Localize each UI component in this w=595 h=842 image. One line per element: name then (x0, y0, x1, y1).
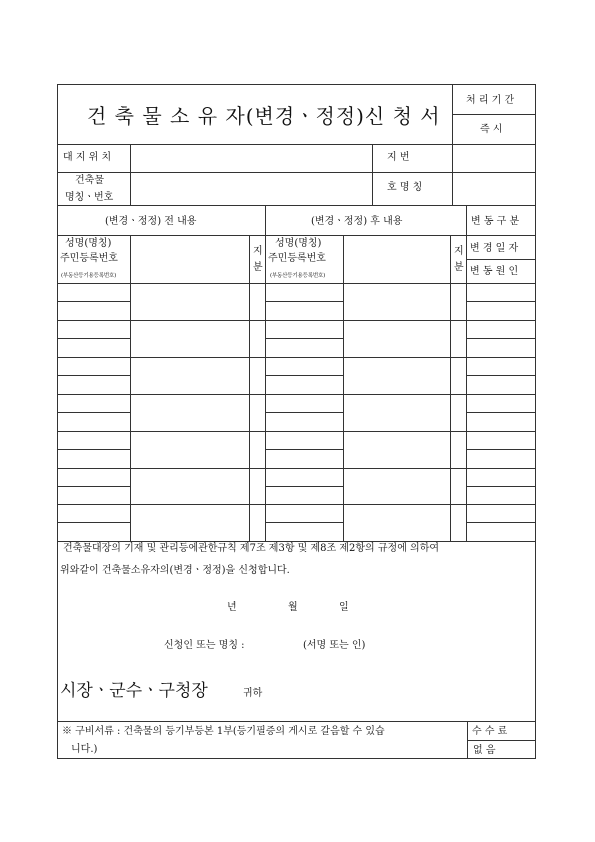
after-sub-rule (265, 486, 343, 487)
header-bottom-rule (57, 144, 536, 145)
location-mid-divider (372, 144, 373, 205)
building-label-line1: 건축물 (75, 175, 104, 186)
after-col-divider-2 (450, 235, 451, 541)
group-rule-6 (57, 504, 536, 505)
change-date-header: 변 경 일 자 (470, 243, 519, 254)
after-name-header: 성명(명칭) (275, 238, 322, 249)
before-resident-no-header: 주민등록번호 (60, 253, 118, 264)
date-day-label: 일 (339, 602, 349, 613)
signature-label: (서명 또는 인) (303, 640, 366, 651)
fee-split (467, 740, 536, 741)
after-share-header-2: 분 (454, 262, 464, 273)
change-sub-rule (466, 412, 536, 413)
change-sub-rule (466, 301, 536, 302)
column-header-rule (57, 283, 536, 284)
date-month-label: 월 (288, 602, 298, 613)
location-label-divider (130, 144, 131, 205)
processing-period-label: 처 리 기 간 (466, 95, 515, 106)
before-name-header: 성명(명칭) (65, 238, 112, 249)
fee-label: 수 수 료 (472, 726, 508, 737)
form-title: 건 축 물 소 유 자(변경ㆍ정정)신 청 서 (87, 104, 441, 128)
before-share-header-2: 분 (253, 262, 263, 273)
before-sub-rule (57, 412, 130, 413)
section-header-rule (57, 235, 536, 236)
before-sub-rule (57, 301, 130, 302)
application-form (57, 84, 536, 759)
footer-top-rule (57, 721, 536, 722)
before-sub-rule (57, 338, 130, 339)
change-reason-header: 변 동 원 인 (470, 266, 519, 277)
before-sub-rule (57, 449, 130, 450)
statement-line-2: 위와같이 건축물소유자의(변경ㆍ정정)을 신청합니다. (60, 565, 290, 576)
building-label-line2: 명칭ㆍ번호 (65, 192, 114, 203)
location-bottom-rule (57, 205, 536, 206)
date-year-label: 년 (227, 602, 237, 613)
processing-period-value: 즉 시 (480, 124, 503, 135)
before-sub-rule (57, 375, 130, 376)
border-right (535, 84, 536, 759)
group-rule-4 (57, 431, 536, 432)
after-col-divider-1 (343, 235, 344, 541)
before-sub-rule (57, 522, 130, 523)
change-type-split (466, 259, 536, 260)
change-sub-rule (466, 449, 536, 450)
before-section-header: (변경ㆍ정정) 전 내용 (105, 216, 197, 227)
after-sub-rule (265, 301, 343, 302)
border-left (57, 84, 58, 759)
addressee: 시장ㆍ군수ㆍ구청장 (60, 681, 208, 701)
group-rule-2 (57, 357, 536, 358)
after-sub-rule (265, 375, 343, 376)
fee-value: 없 음 (473, 745, 496, 756)
after-sub-rule (265, 449, 343, 450)
change-type-header: 변 동 구 분 (471, 216, 520, 227)
change-sub-rule (466, 338, 536, 339)
period-divider (452, 114, 536, 115)
lot-number-label: 지 번 (387, 152, 410, 163)
required-docs-line-2: 니다.) (71, 744, 98, 755)
after-resident-no-header: 주민등록번호 (268, 253, 326, 264)
after-sub-rule (265, 522, 343, 523)
group-rule-1 (57, 320, 536, 321)
statement-line-1: 건축물대장의 기재 및 관리등에관한규칙 제7조 제3항 및 제8조 제2항의 규정에 의하여 (63, 543, 440, 554)
change-sub-rule (466, 486, 536, 487)
group-rule-3 (57, 394, 536, 395)
group-rule-5 (57, 468, 536, 469)
border-top (57, 84, 536, 85)
before-real-estate-no-header: (부동산등기용등록번호) (61, 273, 117, 279)
table-bottom-rule (57, 541, 536, 542)
location-right-divider (452, 144, 453, 205)
change-sub-rule (466, 522, 536, 523)
after-share-header-1: 지 (454, 246, 464, 257)
required-docs-line-1: ※ 구비서류 : 건축물의 등기부등본 1부(등기필증의 게시로 갈음할 수 있습 (62, 726, 385, 737)
location-row-rule (57, 172, 536, 173)
change-type-divider (466, 205, 467, 541)
before-col-divider-2 (249, 235, 250, 541)
after-sub-rule (265, 338, 343, 339)
before-share-header-1: 지 (253, 246, 263, 257)
before-after-divider (265, 205, 266, 541)
applicant-label: 신청인 또는 명칭 : (164, 640, 245, 651)
border-bottom (57, 758, 536, 759)
after-real-estate-no-header: (부동산등기용등록번호) (270, 273, 326, 279)
addressee-honorific: 귀하 (243, 688, 263, 699)
before-sub-rule (57, 486, 130, 487)
unit-name-label: 호 명 칭 (387, 182, 423, 193)
site-location-label: 대 지 위 치 (63, 152, 112, 163)
after-sub-rule (265, 412, 343, 413)
change-sub-rule (466, 375, 536, 376)
before-col-divider-1 (130, 235, 131, 541)
after-section-header: (변경ㆍ정정) 후 내용 (311, 216, 403, 227)
